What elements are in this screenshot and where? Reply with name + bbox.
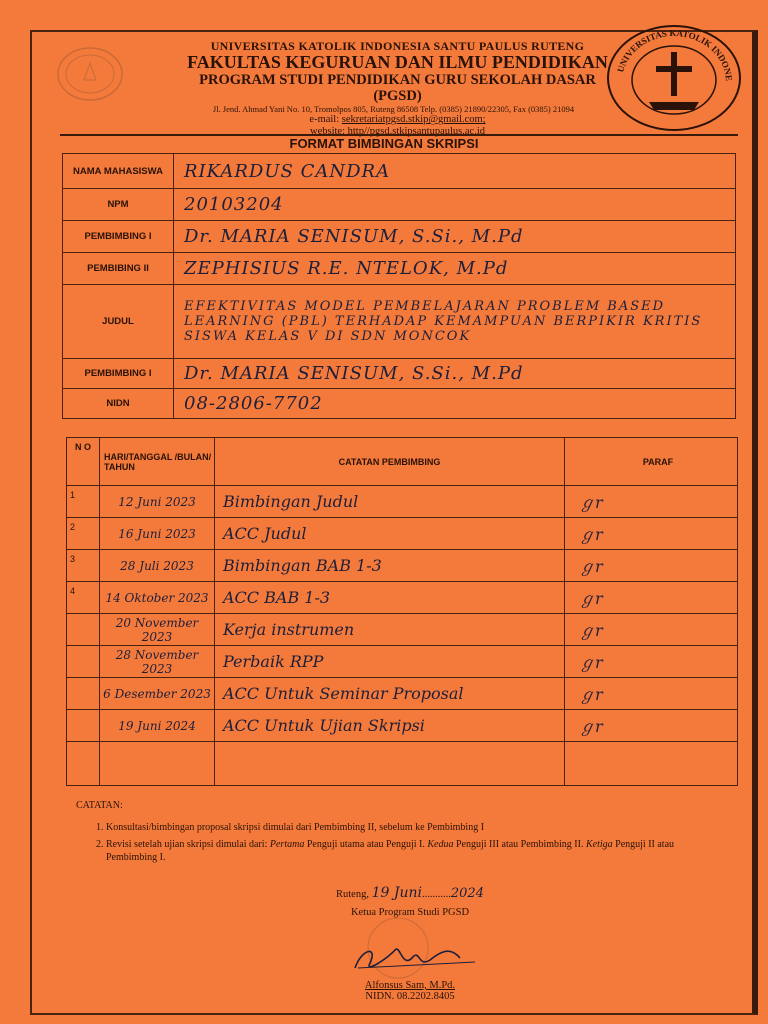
log-row (67, 710, 738, 742)
value-npm: 20103204 (174, 189, 736, 221)
log-row (67, 518, 738, 550)
log-note: Perbaik RPP (215, 646, 565, 678)
university-logo-faded (55, 45, 125, 108)
label-npm: NPM (63, 189, 174, 221)
program-name: PROGRAM STUDI PENDIDIKAN GURU SEKOLAH DASAR (PGSD) (199, 71, 596, 104)
log-empty-cell (100, 742, 215, 786)
university-seal (604, 22, 744, 139)
log-note: Bimbingan BAB 1-3 (215, 550, 565, 582)
col-note: CATATAN PEMBIMBING (215, 438, 565, 486)
value-nama: RIKARDUS CANDRA (174, 154, 736, 189)
log-paraf: ℊr (565, 678, 738, 710)
sign-year: 2024 (450, 886, 484, 901)
label-judul: JUDUL (63, 285, 174, 359)
sign-dots: ........... (422, 889, 451, 900)
sign-place: Ruteng, (336, 889, 372, 900)
label-nidn: NIDN (63, 389, 174, 419)
signature-area (300, 918, 520, 980)
sign-nidn: NIDN. 08.2202.8405 (365, 991, 455, 1002)
log-note: ACC BAB 1-3 (215, 582, 565, 614)
log-row (67, 678, 738, 710)
value-pembimbing-2: ZEPHISIUS R.E. NTELOK, M.Pd (174, 253, 736, 285)
note-item-1: 1. Konsultasi/bimbingan proposal skripsi dimulai dari Pembimbing II, sebelum ke Pembimbing I (106, 821, 716, 835)
log-no (67, 614, 100, 646)
sign-day-month: 19 Juni (371, 885, 422, 901)
label-pembimbing-1: PEMBIMBING I (63, 221, 174, 253)
signature-block (300, 885, 520, 1002)
faculty-name: FAKULTAS KEGURUAN DAN ILMU PENDIDIKAN (187, 52, 608, 73)
website-link[interactable]: http//pgsd.stkipsantupaulus.ac.id (347, 125, 485, 137)
log-no: 1 (67, 486, 100, 518)
seal-text: UNIVERSITAS KATOLIK INDONE (615, 27, 735, 82)
sign-date-line (300, 885, 520, 901)
log-note: Bimbingan Judul (215, 486, 565, 518)
log-date: 16 Juni 2023 (100, 518, 215, 550)
note-2-part-b: Penguji utama atau Penguji I. (304, 838, 428, 850)
website-label: website: (310, 125, 348, 137)
log-no: 4 (67, 582, 100, 614)
log-paraf: ℊr (565, 518, 738, 550)
note-2-part-c: Penguji III atau Pembimbing II. (453, 838, 586, 850)
log-date: 20 November 2023 (100, 614, 215, 646)
log-empty-cell (67, 742, 100, 786)
log-paraf: ℊr (565, 646, 738, 678)
note-2-part-a: Revisi setelah ujian skripsi dimulai dari: (106, 838, 270, 850)
value-pembimbing-1: Dr. MARIA SENISUM, S.Si., M.Pd (174, 221, 736, 253)
note-2-pertama: Pertama (269, 838, 305, 850)
log-row (67, 550, 738, 582)
log-date: 12 Juni 2023 (100, 486, 215, 518)
log-no (67, 710, 100, 742)
log-paraf: ℊr (565, 550, 738, 582)
log-row (67, 614, 738, 646)
email-label: e-mail: (309, 114, 342, 126)
log-row (67, 486, 738, 518)
letterhead (175, 40, 620, 137)
col-no: N O (67, 438, 100, 486)
log-no (67, 646, 100, 678)
student-info-table (62, 153, 736, 419)
col-paraf: PARAF (565, 438, 738, 486)
note-2-ketiga: Ketiga (585, 838, 613, 850)
address: Jl. Jend. Ahmad Yani No. 10, Tromolpos 805, Ruteng 86508 Telp. (0385) 21890/22305, Fax (0385) 21094 (212, 103, 575, 114)
log-row (67, 582, 738, 614)
log-empty-cell (215, 742, 565, 786)
value-pembimbing-b: Dr. MARIA SENISUM, S.Si., M.Pd (174, 359, 736, 389)
note-item-2 (106, 838, 716, 865)
sign-name: Alfonsus Sam, M.Pd. (364, 980, 456, 991)
log-date: 19 Juni 2024 (100, 710, 215, 742)
log-date: 28 Juli 2023 (100, 550, 215, 582)
log-no: 2 (67, 518, 100, 550)
log-note: Kerja instrumen (215, 614, 565, 646)
log-date: 14 Oktober 2023 (100, 582, 215, 614)
university-name: UNIVERSITAS KATOLIK INDONESIA SANTU PAULUS RUTENG (210, 39, 585, 53)
log-paraf: ℊr (565, 614, 738, 646)
log-paraf: ℊr (565, 486, 738, 518)
log-no: 3 (67, 550, 100, 582)
log-no (67, 678, 100, 710)
log-row (67, 646, 738, 678)
handwritten-signature-icon (300, 918, 520, 980)
log-note: ACC Untuk Ujian Skripsi (215, 710, 565, 742)
log-paraf: ℊr (565, 582, 738, 614)
value-nidn: 08-2806-7702 (174, 389, 736, 419)
log-paraf: ℊr (565, 710, 738, 742)
guidance-log-table (66, 437, 738, 786)
note-2-kedua: Kedua (427, 838, 454, 850)
log-body (67, 486, 738, 786)
email-line (175, 114, 620, 126)
log-date: 6 Desember 2023 (100, 678, 215, 710)
email-link[interactable]: sekretariatpgsd.stkip@gmail.com; (341, 114, 486, 126)
form-title: FORMAT BIMBINGAN SKRIPSI (289, 136, 479, 151)
log-date: 28 November 2023 (100, 646, 215, 678)
value-judul: EFEKTIVITAS MODEL PEMBELAJARAN PROBLEM BASED LEARNING (PBL) TERHADAP KEMAMPUAN BERPIKIR KRITIS SISWA KELAS V DI SDN MONCOK (174, 285, 736, 359)
col-date: HARI/TANGGAL /BULAN/ TAHUN (100, 438, 215, 486)
log-note: ACC Judul (215, 518, 565, 550)
log-row-empty (67, 742, 738, 786)
notes-title: CATATAN: (76, 800, 123, 811)
label-nama: NAMA MAHASISWA (63, 154, 174, 189)
label-pembimbing-2: PEMBIBING II (63, 253, 174, 285)
note-2-part-d: Penguji II atau Pembimbing I. (106, 838, 675, 863)
label-pembimbing-b: PEMBIMBING I (63, 359, 174, 389)
sign-role: Ketua Program Studi PGSD (350, 907, 470, 918)
notes-section (76, 800, 716, 868)
log-empty-cell (565, 742, 738, 786)
log-note: ACC Untuk Seminar Proposal (215, 678, 565, 710)
